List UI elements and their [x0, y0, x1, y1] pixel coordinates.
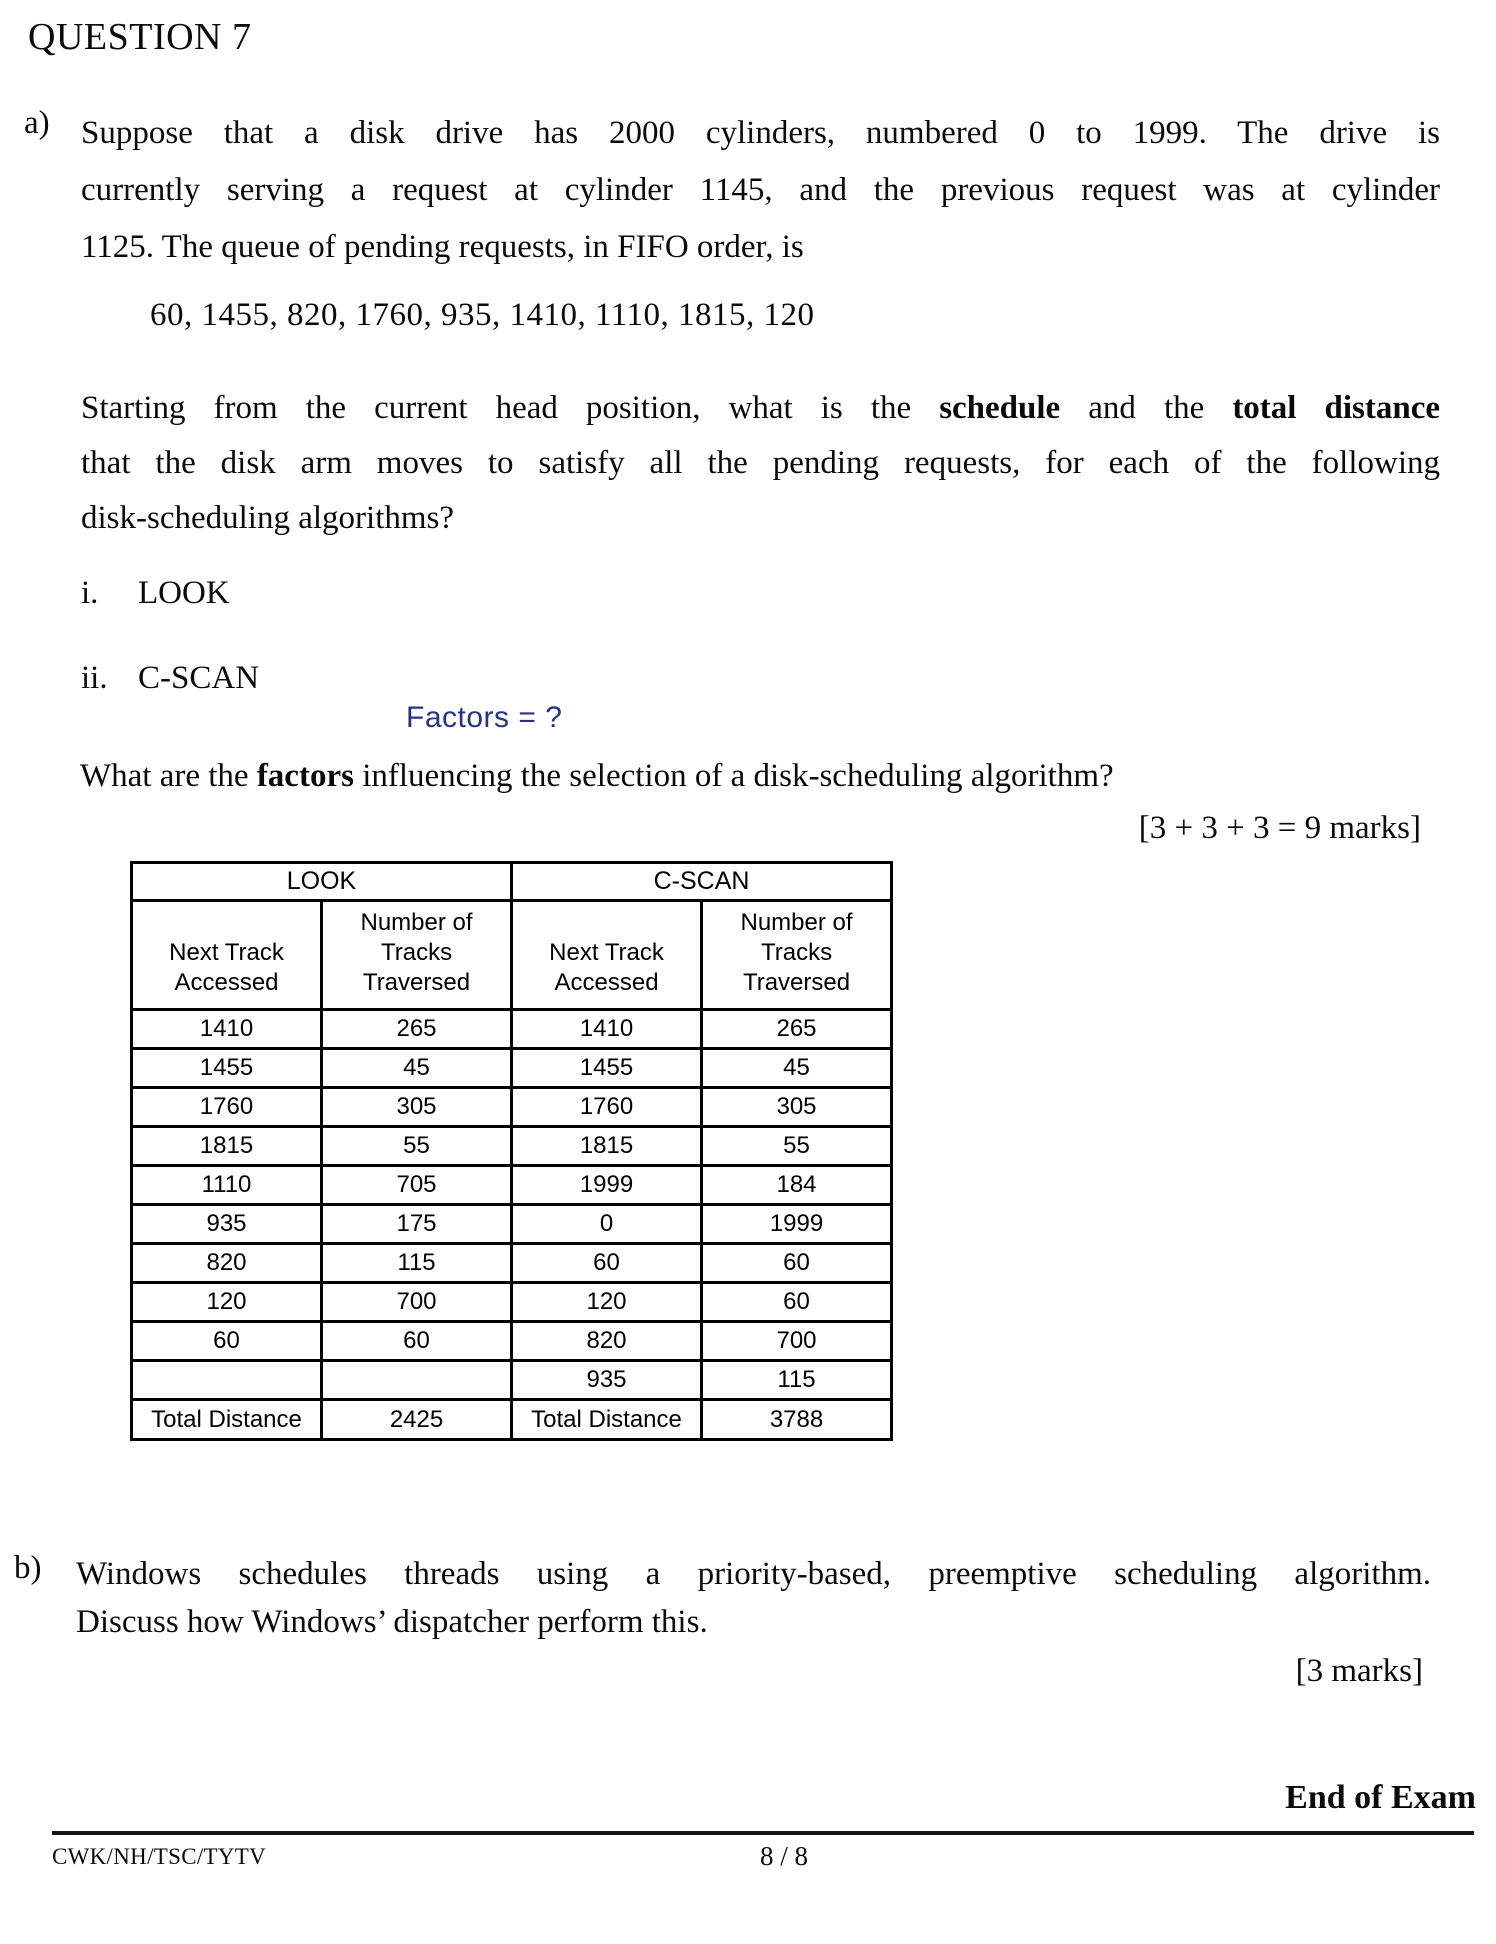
- table-cell: 184: [702, 1166, 892, 1205]
- column-header-tracks-traversed: Number of Tracks Traversed: [322, 901, 512, 1010]
- table-row: [132, 1361, 892, 1400]
- table-cell: 60: [132, 1322, 322, 1361]
- table-cell: 305: [702, 1088, 892, 1127]
- list-item-look-label: LOOK: [138, 575, 230, 611]
- table-cell: 265: [322, 1010, 512, 1049]
- question-text-segment: Starting from the current head position, what is the: [81, 390, 940, 426]
- table-group-header-row: [132, 863, 892, 901]
- list-item-look: [81, 575, 230, 612]
- table-cell: 305: [322, 1088, 512, 1127]
- table-row: [132, 1088, 892, 1127]
- table-row: [132, 1205, 892, 1244]
- factors-annotation: Factors = ?: [406, 701, 563, 734]
- question-title: QUESTION 7: [28, 16, 252, 58]
- list-item-look-number: i.: [81, 575, 99, 611]
- table-row: [132, 1166, 892, 1205]
- part-a-label: a): [24, 105, 50, 141]
- table-cell: 700: [702, 1322, 892, 1361]
- table-row: [132, 1049, 892, 1088]
- table-cell: 265: [702, 1010, 892, 1049]
- table-row: [132, 1283, 892, 1322]
- table-cell: 55: [322, 1127, 512, 1166]
- table-group-cscan: C-SCAN: [512, 863, 892, 901]
- look-total-distance-value: 2425: [322, 1400, 512, 1440]
- factors-question-segment: What are the: [80, 758, 257, 794]
- part-b-line-1: Windows schedules threads using a priority-based, preemptive scheduling algorithm.: [76, 1556, 1431, 1592]
- table-cell: 45: [322, 1049, 512, 1088]
- table-cell: 175: [322, 1205, 512, 1244]
- part-b-marks: [3 marks]: [1295, 1653, 1423, 1689]
- table-cell: 60: [702, 1283, 892, 1322]
- table-cell: 1760: [132, 1088, 322, 1127]
- schedule-table: [130, 861, 893, 1441]
- table-cell: 120: [512, 1283, 702, 1322]
- table-column-header-row: [132, 901, 892, 1010]
- list-item-cscan: [81, 660, 259, 697]
- pending-request-queue: 60, 1455, 820, 1760, 935, 1410, 1110, 1815, 120: [150, 297, 815, 333]
- table-row: [132, 1127, 892, 1166]
- footer-page-number: 8 / 8: [760, 1841, 809, 1871]
- part-a-intro-line-3: 1125. The queue of pending requests, in FIFO order, is: [81, 229, 804, 265]
- column-header-next-track: Next Track Accessed: [132, 901, 322, 1010]
- table-group-look: LOOK: [132, 863, 512, 901]
- column-header-next-track: Next Track Accessed: [512, 901, 702, 1010]
- part-b-label: b): [14, 1550, 42, 1586]
- total-distance-bold-text: total distance: [1232, 390, 1441, 426]
- list-item-cscan-number: ii.: [81, 660, 108, 696]
- total-distance-label: Total Distance: [512, 1400, 702, 1440]
- table-cell: 1999: [512, 1166, 702, 1205]
- table-cell: 115: [702, 1361, 892, 1400]
- part-a-intro-line-2: currently serving a request at cylinder 1145, and the previous request was at cylinder: [81, 172, 1440, 208]
- table-row: [132, 1322, 892, 1361]
- column-header-tracks-traversed: Number of Tracks Traversed: [702, 901, 892, 1010]
- part-a-intro-line-1: Suppose that a disk drive has 2000 cylinders, numbered 0 to 1999. The drive is: [81, 115, 1440, 151]
- part-a-question-paragraph: [81, 381, 1440, 546]
- table-row: [132, 1010, 892, 1049]
- total-distance-label: Total Distance: [132, 1400, 322, 1440]
- table-cell: 935: [132, 1205, 322, 1244]
- part-b-paragraph: [76, 1550, 1431, 1646]
- table-cell: 820: [512, 1322, 702, 1361]
- table-cell: 1455: [512, 1049, 702, 1088]
- table-cell: [322, 1361, 512, 1400]
- part-a-question-line-1: [81, 381, 1440, 436]
- table-cell: 60: [322, 1322, 512, 1361]
- table-cell: 120: [132, 1283, 322, 1322]
- table-cell: 700: [322, 1283, 512, 1322]
- table-cell: 45: [702, 1049, 892, 1088]
- factors-question-segment: influencing the selection of a disk-scheduling algorithm?: [353, 758, 1114, 794]
- table-cell: 55: [702, 1127, 892, 1166]
- table-cell: 1410: [132, 1010, 322, 1049]
- table-cell: 1999: [702, 1205, 892, 1244]
- table-cell: 0: [512, 1205, 702, 1244]
- part-a-intro-paragraph: [81, 105, 1440, 276]
- table-total-row: [132, 1400, 892, 1440]
- table-cell: 1455: [132, 1049, 322, 1088]
- table-cell: 60: [702, 1244, 892, 1283]
- factors-question: [80, 758, 1114, 795]
- factors-bold-text: factors: [256, 758, 354, 794]
- question-text-segment: and the: [1060, 390, 1233, 426]
- list-item-cscan-label: C-SCAN: [138, 660, 260, 696]
- part-a-marks: [3 + 3 + 3 = 9 marks]: [1138, 810, 1421, 846]
- footer-document-code: CWK/NH/TSC/TYTV: [52, 1844, 267, 1869]
- table-cell: 1110: [132, 1166, 322, 1205]
- part-b-line-2: Discuss how Windows’ dispatcher perform this.: [76, 1604, 708, 1640]
- table-cell: 935: [512, 1361, 702, 1400]
- table-cell: [132, 1361, 322, 1400]
- table-cell: 1760: [512, 1088, 702, 1127]
- table-cell: 1410: [512, 1010, 702, 1049]
- part-a-question-line-3: disk-scheduling algorithms?: [81, 500, 455, 536]
- table-cell: 115: [322, 1244, 512, 1283]
- table-cell: 705: [322, 1166, 512, 1205]
- cscan-total-distance-value: 3788: [702, 1400, 892, 1440]
- table-cell: 1815: [512, 1127, 702, 1166]
- table-cell: 820: [132, 1244, 322, 1283]
- end-of-exam-label: End of Exam: [1285, 1779, 1476, 1816]
- schedule-bold-text: schedule: [939, 390, 1061, 426]
- table-cell: 1815: [132, 1127, 322, 1166]
- footer-divider-line: [52, 1831, 1474, 1835]
- table-cell: 60: [512, 1244, 702, 1283]
- table-row: [132, 1244, 892, 1283]
- part-a-question-line-2: that the disk arm moves to satisfy all the pending requests, for each of the following: [81, 445, 1440, 481]
